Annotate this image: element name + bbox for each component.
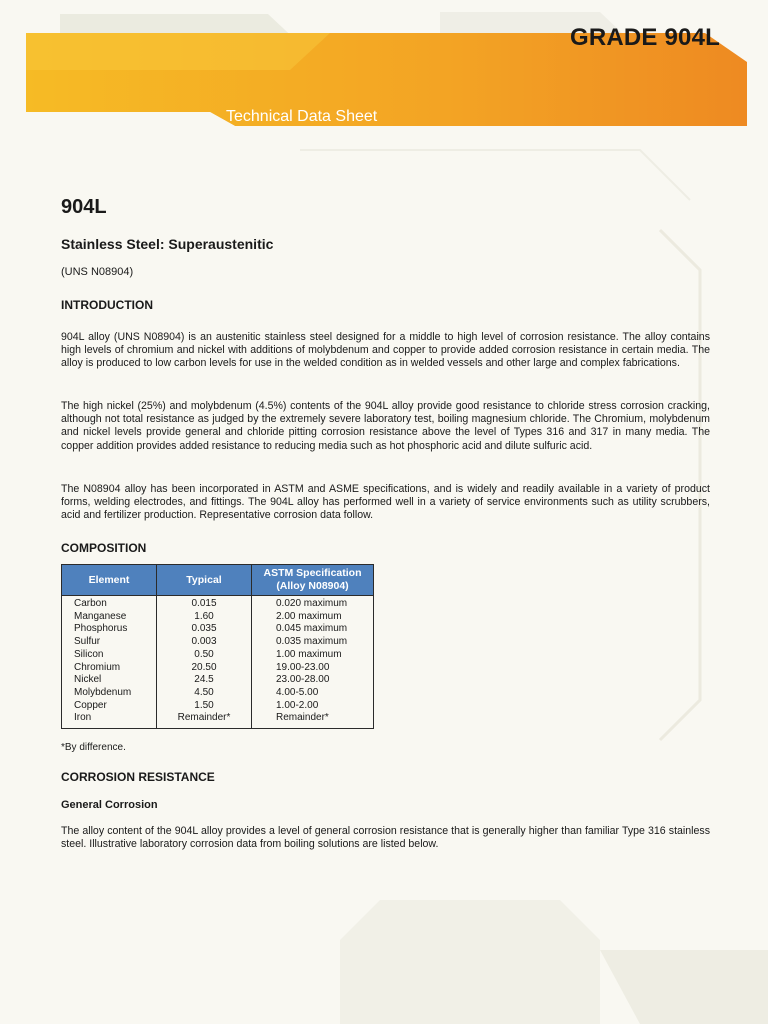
intro-paragraph-2: The high nickel (25%) and molybdenum (4.5%) contents of the 904L alloy provide good resistance to chloride stress corrosion cracking, although not total resistance as judged by the extremely severe laboratory test, boiling magnesium chloride. The Chromium, molybdenum and nickel levels provide general and chloride pitting corrosion resistance above the level of Types 316 and 317 in many media. The copper addition provides added resistance to reducing media such as hot phosphoric acid and dilute sulfuric acid. — [61, 400, 710, 452]
cell-element: Chromium — [62, 662, 157, 675]
header-banner — [0, 0, 768, 140]
cell-typical: Remainder* — [157, 712, 252, 728]
cell-element: Manganese — [62, 611, 157, 624]
cell-spec: 0.035 maximum — [252, 636, 374, 649]
cell-typical: 4.50 — [157, 687, 252, 700]
cell-spec: 0.020 maximum — [252, 596, 374, 611]
composition-heading: COMPOSITION — [61, 541, 147, 555]
cell-typical: 0.50 — [157, 649, 252, 662]
cell-spec: 4.00-5.00 — [252, 687, 374, 700]
intro-paragraph-3: The N08904 alloy has been incorporated in ASTM and ASME specifications, and is widely and readily available in a variety of product forms, welding electrodes, and fittings. The 904L alloy has performed well in a variety of service environments such as utility scrubbers, acid and fertilizer production. Representative corrosion data follow. — [61, 483, 710, 522]
cell-spec: 19.00-23.00 — [252, 662, 374, 675]
general-corrosion-subheading: General Corrosion — [61, 799, 158, 811]
introduction-heading: INTRODUCTION — [61, 298, 153, 312]
composition-footnote: *By difference. — [61, 742, 126, 753]
table-row — [62, 712, 374, 728]
intro-paragraph-1: 904L alloy (UNS N08904) is an austenitic stainless steel designed for a middle to high level of corrosion resistance. The alloy contains high levels of chromium and nickel with additions of molybdenum and copper to provide added corrosion resistance in certain media. The alloy is produced to low carbon levels for use in the welded condition as in welded vessels and other large and complex fabrications. — [61, 331, 710, 370]
cell-element: Nickel — [62, 674, 157, 687]
grade-title: GRADE 904L — [569, 24, 720, 51]
cell-spec: 23.00-28.00 — [252, 674, 374, 687]
column-header-astm-spec — [252, 565, 374, 596]
cell-typical: 0.003 — [157, 636, 252, 649]
cell-element: Phosphorus — [62, 623, 157, 636]
table-row — [62, 649, 374, 662]
cell-spec: 1.00-2.00 — [252, 700, 374, 713]
cell-element: Silicon — [62, 649, 157, 662]
table-row — [62, 596, 374, 611]
table-row — [62, 623, 374, 636]
corrosion-heading: CORROSION RESISTANCE — [61, 770, 215, 784]
column-header-typical: Typical — [157, 565, 252, 596]
cell-element: Copper — [62, 700, 157, 713]
product-description: Stainless Steel: Superaustenitic — [61, 236, 274, 252]
cell-spec: Remainder* — [252, 712, 374, 728]
cell-typical: 0.035 — [157, 623, 252, 636]
banner-subtitle: Technical Data Sheet — [226, 108, 378, 125]
table-row — [62, 700, 374, 713]
cell-element: Molybdenum — [62, 687, 157, 700]
cell-element: Iron — [62, 712, 157, 728]
table-row — [62, 636, 374, 649]
cell-spec: 2.00 maximum — [252, 611, 374, 624]
corrosion-paragraph: The alloy content of the 904L alloy provides a level of general corrosion resistance that is generally higher than familiar Type 316 stainless steel. Illustrative laboratory corrosion data from boiling solutions are listed below. — [61, 825, 710, 851]
cell-spec: 0.045 maximum — [252, 623, 374, 636]
cell-typical: 1.50 — [157, 700, 252, 713]
cell-spec: 1.00 maximum — [252, 649, 374, 662]
composition-table — [61, 564, 374, 729]
uns-number: (UNS N08904) — [61, 266, 134, 278]
astm-spec-line-1: ASTM Specification — [263, 567, 362, 579]
cell-element: Sulfur — [62, 636, 157, 649]
cell-typical: 0.015 — [157, 596, 252, 611]
table-row — [62, 611, 374, 624]
cell-element: Carbon — [62, 596, 157, 611]
cell-typical: 1.60 — [157, 611, 252, 624]
astm-spec-line-2: (Alloy N08904) — [276, 580, 349, 592]
cell-typical: 24.5 — [157, 674, 252, 687]
cell-typical: 20.50 — [157, 662, 252, 675]
table-row — [62, 687, 374, 700]
table-row — [62, 662, 374, 675]
table-row — [62, 674, 374, 687]
product-name: 904L — [61, 196, 107, 218]
column-header-element: Element — [62, 565, 157, 596]
